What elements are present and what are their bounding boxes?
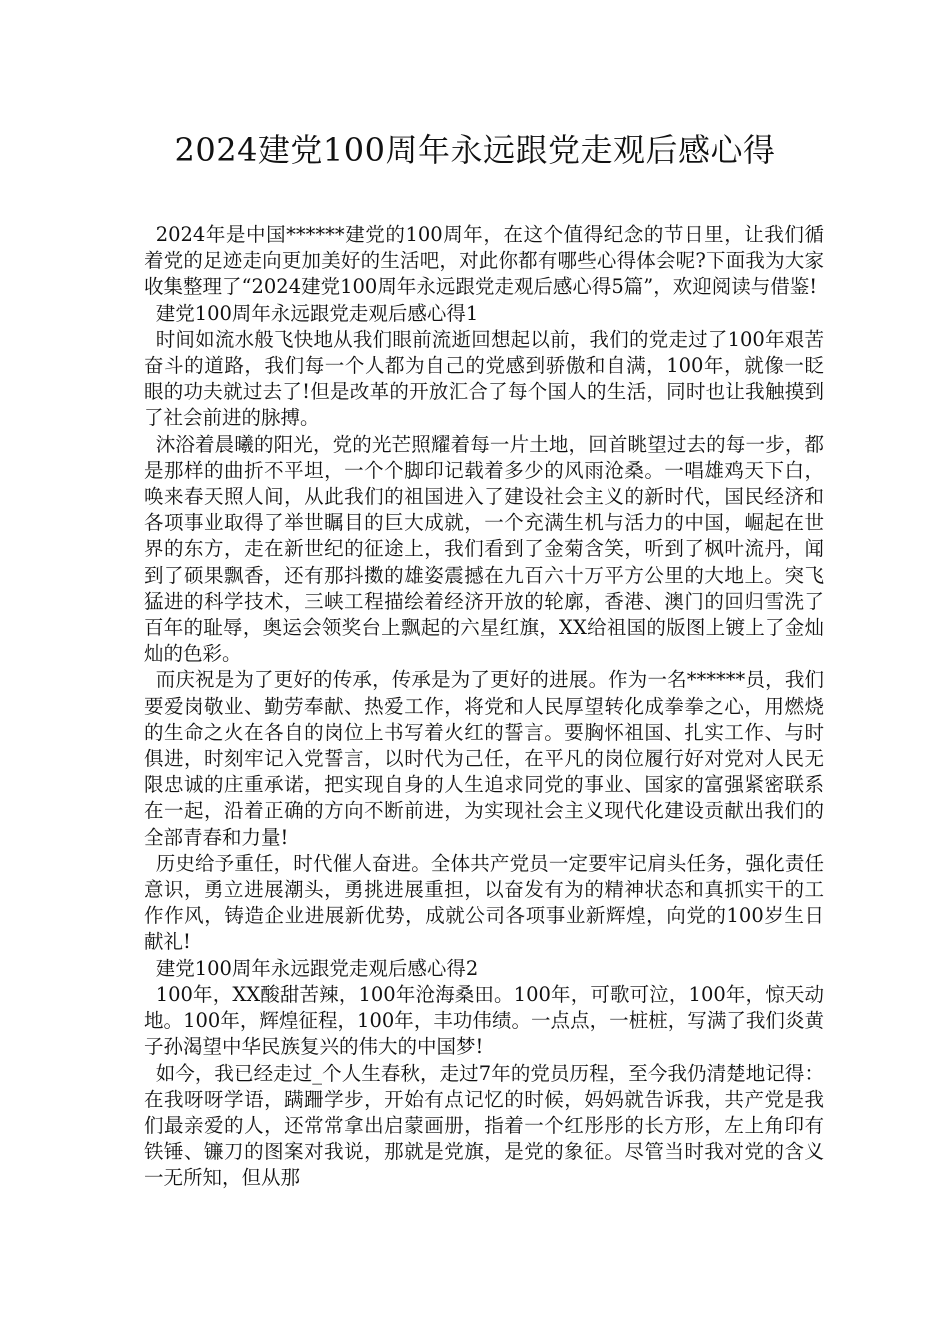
paragraph: 100年，XX酸甜苦辣，100年沧海桑田。100年，可歌可泣，100年，惊天动地。100年，辉煌征程，100年，丰功伟绩。一点点，一桩桩，写满了我们炎黄子孙渴望中华民族复兴的伟大的中国梦!: [144, 982, 824, 1059]
paragraph: 如今，我已经走过_个人生春秋，走过7年的党员历程，至今我仍清楚地记得：在我呀呀学语，蹒跚学步，开始有点记忆的时候，妈妈就告诉我，共产党是我们最亲爱的人，还常常拿出启蒙画册，指着一个红彤彤的长方形，左上角印有铁锤、镰刀的图案对我说，那就是党旗，是党的象征。尽管当时我对党的含义一无所知，但从那: [144, 1061, 824, 1190]
paragraph: 而庆祝是为了更好的传承，传承是为了更好的进展。作为一名******员，我们要爱岗敬业、勤劳奉献、热爱工作，将党和人民厚望转化成拳拳之心，用燃烧的生命之火在各自的岗位上书写着火红的誓言。要胸怀祖国、扎实工作、与时俱进，时刻牢记入党誓言，以时代为己任，在平凡的岗位履行好对党对人民无限忠诚的庄重承诺，把实现自身的人生追求同党的事业、国家的富强紧密联系在一起，沿着正确的方向不断前进，为实现社会主义现代化建设贡献出我们的全部青春和力量!: [144, 668, 824, 849]
section-heading-2: 建党100周年永远跟党走观后感心得2: [155, 956, 479, 980]
paragraph: 历史给予重任，时代催人奋进。全体共产党员一定要牢记肩头任务，强化责任意识，勇立进展潮头，勇挑进展重担，以奋发有为的精神状态和真抓实干的工作作风，铸造企业进展新优势，成就公司各项事业新辉煌，向党的100岁生日献礼!: [144, 851, 824, 954]
document-body: [144, 222, 824, 1192]
paragraph: 时间如流水般飞快地从我们眼前流逝回想起以前，我们的党走过了100年艰苦奋斗的道路，我们每一个人都为自己的党感到骄傲和自满，100年，就像一眨眼的功夫就过去了!但是改革的开放汇合了每个国人的生活，同时也让我触摸到了社会前进的脉搏。: [144, 327, 824, 430]
intro-paragraph: 2024年是中国******建党的100周年，在这个值得纪念的节日里，让我们循着党的足迹走向更加美好的生活吧，对此你都有哪些心得体会呢?下面我为大家收集整理了“2024建党100周年永远跟党走观后感心得5篇”，欢迎阅读与借鉴!: [144, 223, 824, 299]
paragraph: 沐浴着晨曦的阳光，党的光芒照耀着每一片土地，回首眺望过去的每一步，都是那样的曲折不平坦，一个个脚印记载着多少的风雨沧桑。一唱雄鸡天下白，唤来春天照人间，从此我们的祖国进入了建设社会主义的新时代，国民经济和各项事业取得了举世瞩目的巨大成就，一个充满生机与活力的中国，崛起在世界的东方，走在新世纪的征途上，我们看到了金菊含笑，听到了枫叶流丹，闻到了硕果飘香，还有那抖擞的雄姿震撼在九百六十万平方公里的大地上。突飞猛进的科学技术，三峡工程描绘着经济开放的轮廓，香港、澳门的回归雪洗了百年的耻辱，奥运会领奖台上飘起的六星红旗，XX给祖国的版图上镀上了金灿灿的色彩。: [144, 432, 824, 666]
section-heading-1: 建党100周年永远跟党走观后感心得1: [155, 301, 479, 325]
document-title: 2024建党100周年永远跟党走观后感心得: [174, 131, 776, 169]
